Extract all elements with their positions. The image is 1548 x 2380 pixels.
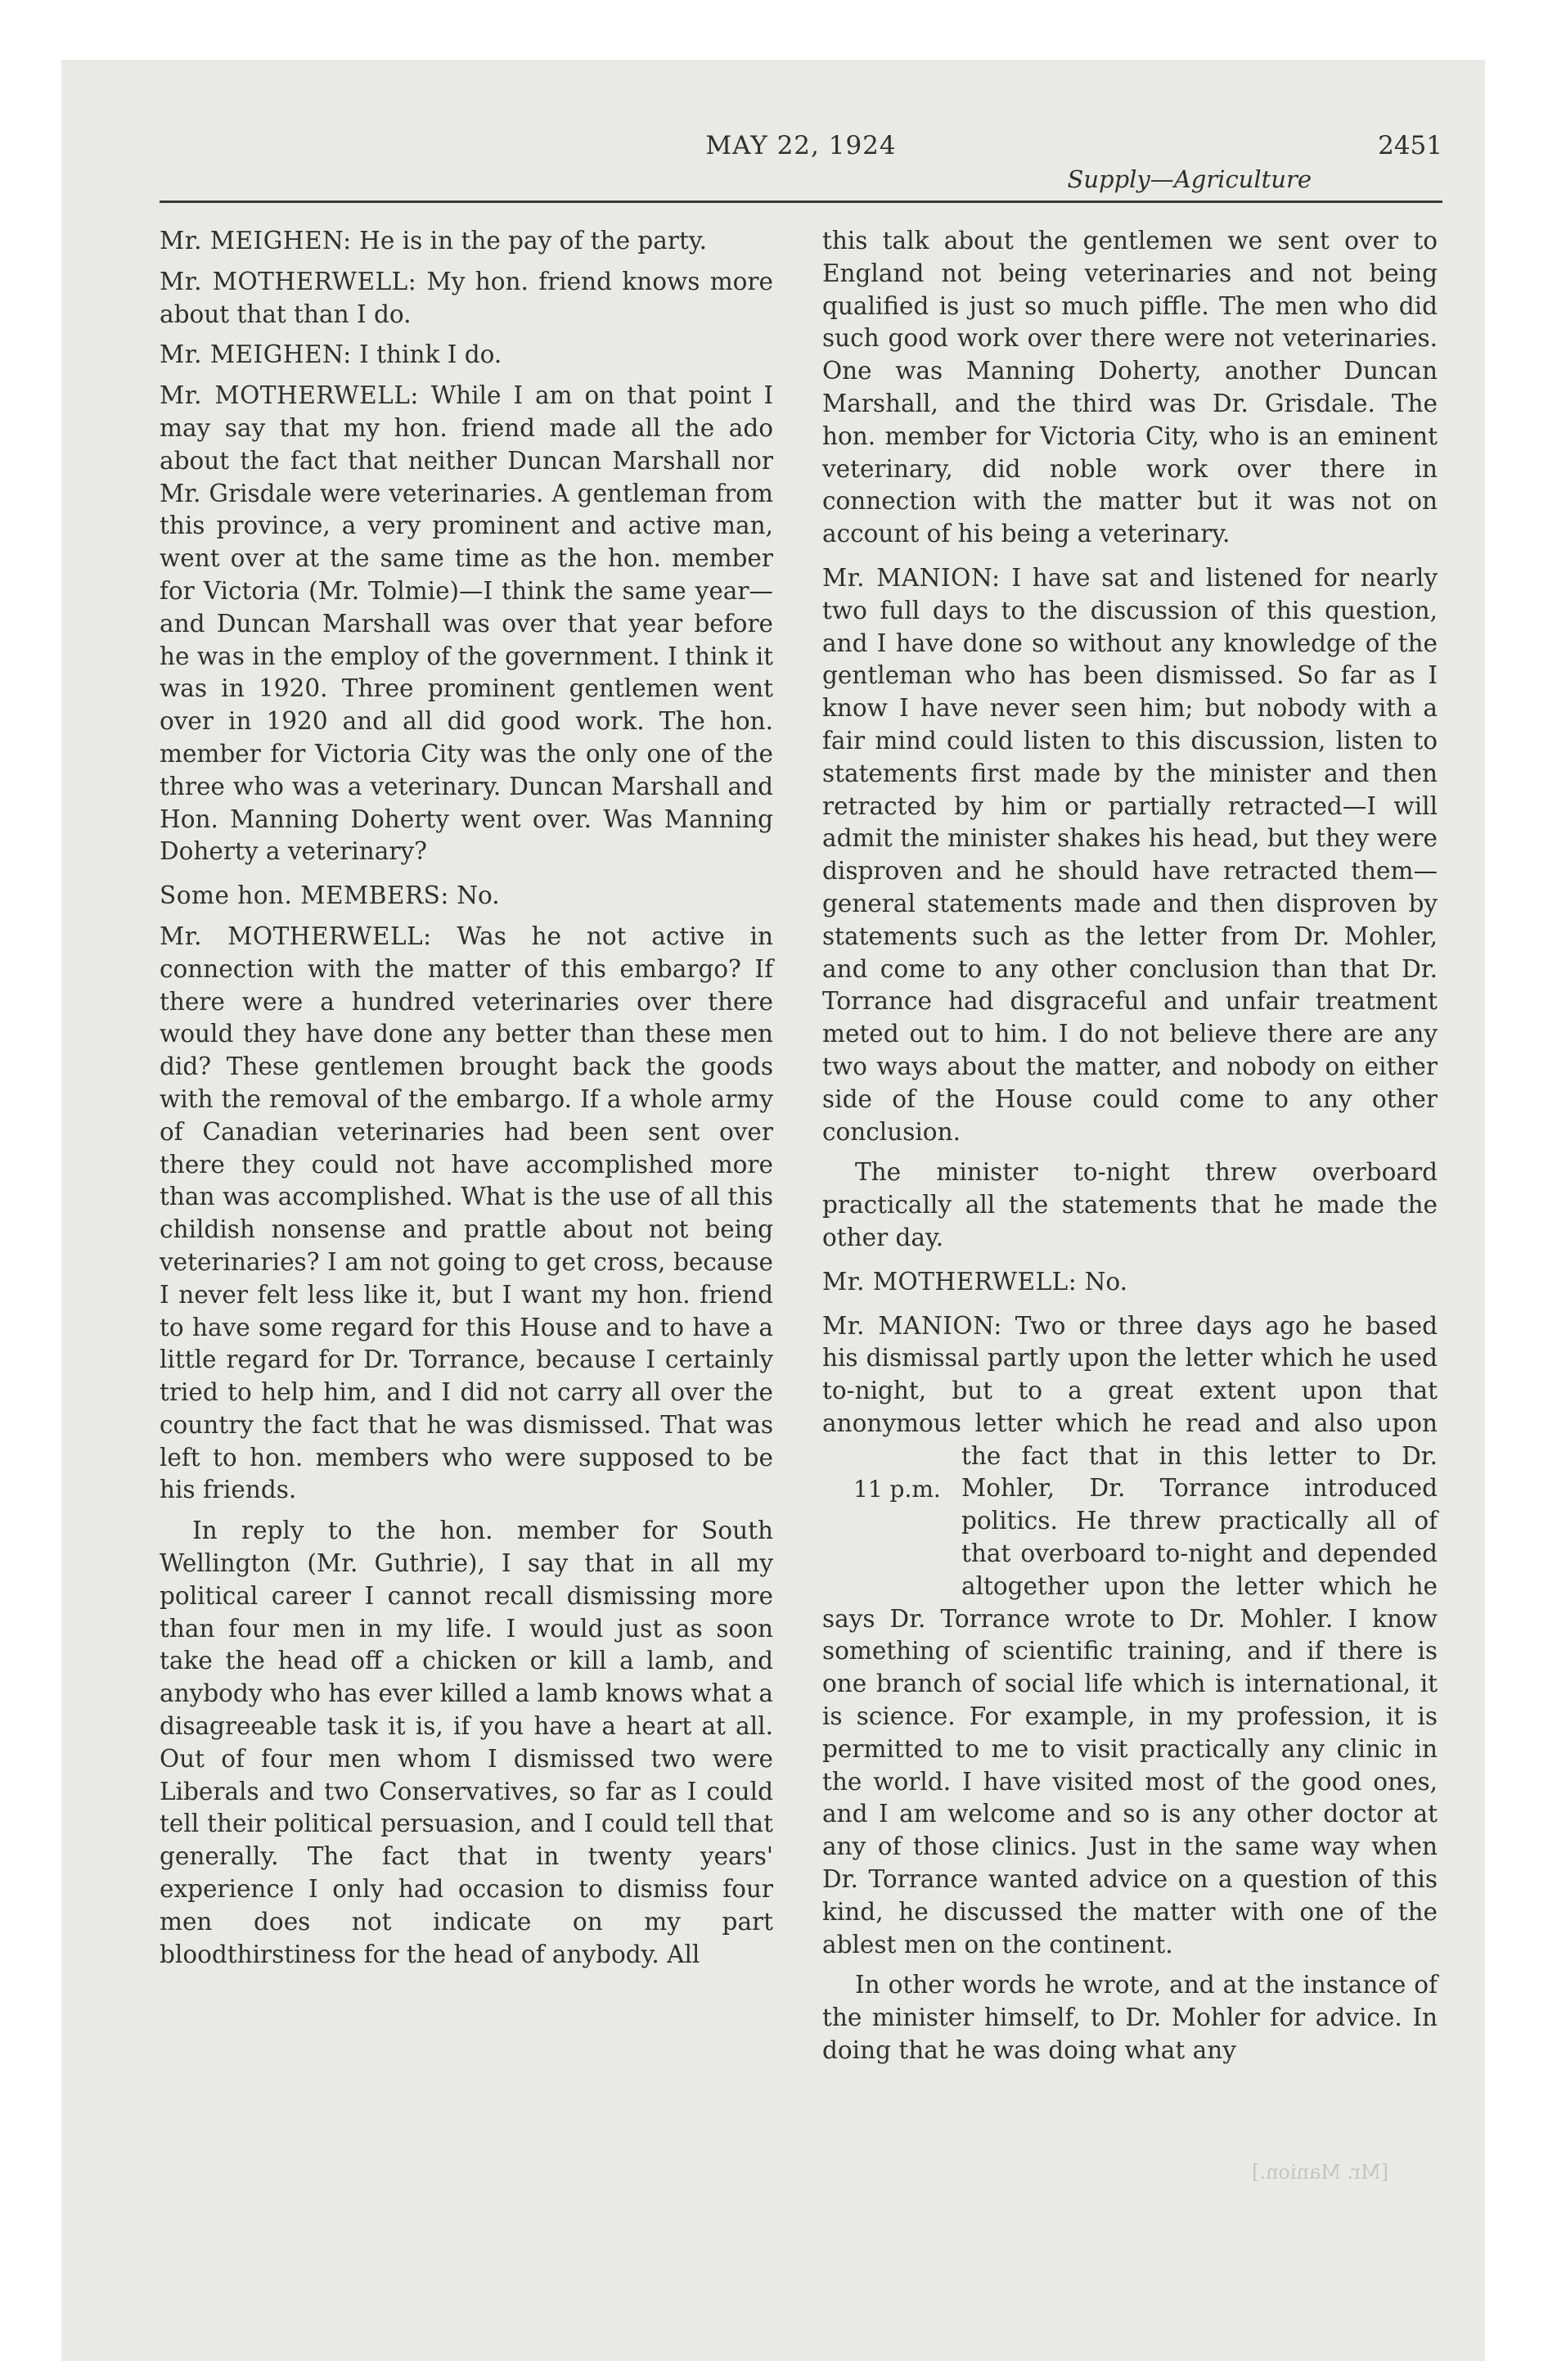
right-para-1: this talk about the gentlemen we sent over to England not being veterinaries and not being qualified is just so much piffle. The men who did such good work over there were not veterinaries. One was Manning Doherty, another Duncan Marshall, and the third was Dr. Grisdale. The hon. member for Victoria City, who is an eminent veterinary, did noble work over there in connection with the matter but it was not on account of his being a veterinary. — [822, 227, 1438, 548]
speech-text: He is in the pay of the party. — [359, 227, 707, 255]
speech-text: Was he not active in connection with the matter of this embargo? If there were a hundred veterinaries over there would they have done any better than these men did? These gentlemen brought back the goods with the removal of the embargo. If a whole army of Canadian veterinaries had been sent over there they could not have accomplished more than was accomplished. What is the use of all this childish nonsense and prattle about not being veterinaries? I am not going to get cross, because I never felt less like it, but I want my hon. friend to have some regard for this House and to have a little regard for Dr. Torrance, because I certainly tried to help him, and I did not carry all over the country the fact that he was dismissed. That was left to hon. members who were supposed to be his friends. — [160, 922, 773, 1504]
page-header — [160, 123, 1442, 198]
header-page-number: 2451 — [1378, 131, 1442, 160]
speaker-name: Mr. MOTHERWELL: — [160, 267, 417, 295]
hansard-page — [160, 123, 1442, 2316]
margin-time-note — [822, 1440, 961, 1571]
speaker-name: Mr. MANION: — [822, 1311, 1002, 1340]
right-para-6: In other words he wrote, and at the instance of the minister himself, to Dr. Mohler for advice. In doing that he was doing what any — [822, 1971, 1438, 2065]
speaker-name: Mr. MOTHERWELL: — [822, 1267, 1078, 1296]
left-para-6 — [160, 921, 773, 1507]
speaker-name: Some hon. MEMBERS: — [160, 881, 449, 910]
speech-text: I think I do. — [359, 340, 502, 369]
speaker-name: Mr. MOTHERWELL: — [160, 381, 419, 410]
header-section: Supply—Agriculture — [1067, 165, 1312, 193]
right-para-3: The minister to-night threw overboard practically all the statements that he made the other day. — [822, 1158, 1438, 1251]
speaker-name: Mr. MEIGHEN: — [160, 227, 352, 255]
bleed-through-footer: [Mr. Manion.] — [1252, 2161, 1388, 2184]
margin-time-text: 11 p.m. — [853, 1475, 941, 1503]
header-date: MAY 22, 1924 — [705, 131, 897, 160]
right-para-2 — [822, 562, 1438, 1148]
left-para-3 — [160, 339, 773, 372]
left-column — [160, 225, 773, 1979]
header-rule — [160, 201, 1442, 203]
right-para-4 — [822, 1266, 1438, 1299]
speech-text: Dr. Mohler, Dr. Torrance introduced politics. He threw practically all of that overboard to-night and depended altogether upon the letter which he says Dr. Torrance wrote to Dr. Mohler. I know something of scientific training, and if there is one branch of social life which is international, it is science. For example, in my profession, it is permitted to me to visit practically any clinic in the world. I have visited most of the good ones, and I am welcome and so is any other doctor at any of those clinics. Just in the same way when Dr. Torrance wanted advice on a question of this kind, he discussed the matter with one of the ablest men on the continent. — [822, 1441, 1438, 1959]
right-para-5 — [822, 1310, 1438, 1962]
speech-text: No. — [1084, 1267, 1128, 1296]
right-column — [822, 225, 1438, 2076]
left-para-7 — [160, 1515, 773, 1971]
left-para-2 — [160, 266, 773, 331]
speaker-name: Mr. MEIGHEN: — [160, 340, 352, 369]
speaker-name: Mr. MOTHERWELL: — [160, 922, 432, 950]
speech-text: While I am on that point I may say that my hon. friend made all the ado about the fact that neither Duncan Marshall nor Mr. Grisdale were veterinaries. A gentleman from this province, a very prominent and active man, went over at the same time as the hon. member for Victoria (Mr. Tolmie)—I think the same year—and Duncan Marshall was over that year before he was in the employ of the government. I think it was in 1920. Three prominent gentlemen went over in 1920 and all did good work. The hon. member for Victoria City was the only one of the three who was a veterinary. Duncan Marshall and Hon. Manning Doherty went over. Was Manning Doherty a veterinary? — [160, 381, 773, 866]
speech-text: My hon. friend knows more about that than I do. — [160, 267, 773, 328]
speech-text: No. — [457, 881, 500, 910]
left-para-1 — [160, 225, 773, 258]
speech-text: Two or three days ago he based his dismissal partly upon the letter which he used to-night, but to a great extent upon that anonymous letter which he read and also upon the fact that in this letter to — [822, 1311, 1438, 1470]
speech-text: In reply to the hon. member for South Wellington (Mr. Guthrie), I say that in all my political career I cannot recall dismissing more than four men in my life. I would just as soon take the head off a chicken or kill a lamb, and anybody who has ever killed a lamb knows what a disagreeable task it is, if you have a heart at all. Out of four men whom I dismissed two were Liberals and two Conservatives, so far as I could tell their political persuasion, and I could tell that generally. The fact that in twenty years' experience I only had occasion to dismiss four men does not indicate on my part bloodthirstiness for the head of anybody. All — [160, 1517, 773, 1968]
left-para-5 — [160, 880, 773, 913]
left-para-4 — [160, 380, 773, 868]
speaker-name: Mr. MANION: — [822, 563, 1001, 592]
speech-text: I have sat and listened for nearly two full days to the discussion of this question, and I have done so without any knowledge of the gentleman who has been dismissed. So far as I know I have never seen him; but nobody with a fair mind could listen to this discussion, listen to statements first made by the minister and then retracted by him or partially retracted—I will admit the minister shakes his head, but they were disproven and he should have retracted them—general statements made and then disproven by statements such as the letter from Dr. Mohler, and come to any other conclusion than that Dr. Torrance had disgraceful and unfair treatment meted out to him. I do not believe there are any two ways about the matter, and nobody on either side of the House could come to any other conclusion. — [822, 563, 1438, 1146]
